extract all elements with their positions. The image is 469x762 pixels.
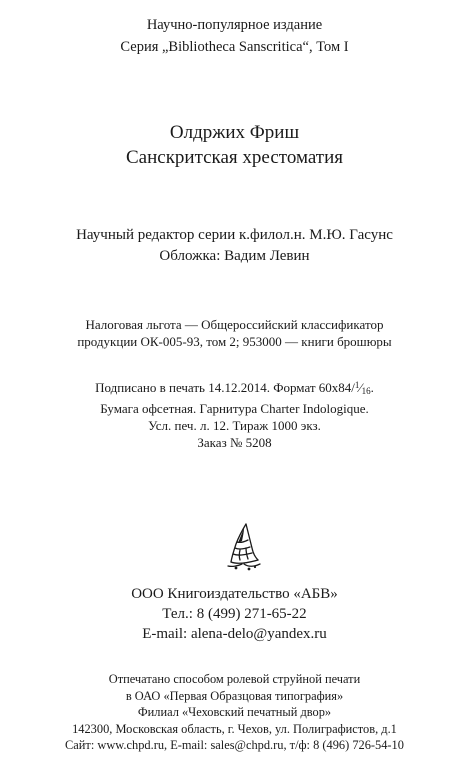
book-heading bbox=[0, 120, 469, 170]
credits-block bbox=[0, 225, 469, 267]
publisher-email: E-mail: alena-delo@yandex.ru bbox=[142, 626, 327, 642]
book-title: Санскритская хрестоматия bbox=[125, 147, 343, 168]
printer-company: в ОАО «Первая Образцовая типография» bbox=[125, 688, 344, 703]
series-name: Серия „Bibliotheca Sanscritica“, Том I bbox=[120, 39, 349, 55]
format-fraction-numerator: 1 bbox=[354, 380, 360, 390]
publisher-phone: Тел.: 8 (499) 271-65-22 bbox=[162, 606, 307, 622]
tax-line-2: продукции ОК-005-93, том 2; 953000 — книги брошюры bbox=[77, 334, 392, 349]
printer-method: Отпечатано способом ролевой струйной печати bbox=[108, 672, 361, 686]
print-date-format: Подписано в печать 14.12.2014. Формат 60x84/ bbox=[95, 380, 355, 395]
printer-branch: Филиал «Чеховский печатный двор» bbox=[137, 705, 332, 720]
publisher-name: ООО Книгоиздательство «АБВ» bbox=[131, 586, 338, 602]
paper-font-line: Бумага офсетная. Гарнитура Charter Indologique. bbox=[100, 401, 369, 416]
printer-block bbox=[0, 671, 469, 754]
edition-type: Научно-популярное издание bbox=[146, 17, 323, 33]
series-editor: Научный редактор серии к.филол.н. М.Ю. Гасунс bbox=[76, 227, 393, 243]
tax-line-1: Налоговая льгота — Общероссийский классификатор bbox=[85, 317, 384, 332]
print-info bbox=[0, 377, 469, 451]
format-fraction-denominator: 16 bbox=[361, 386, 371, 396]
publisher-logo-icon bbox=[222, 520, 264, 576]
tax-info bbox=[0, 316, 469, 350]
cover-credit: Обложка: Вадим Левин bbox=[159, 248, 310, 264]
publisher-block bbox=[0, 584, 469, 644]
order-number: Заказ № 5208 bbox=[197, 435, 272, 450]
print-format-line: Подписано в печать 14.12.2014. Формат 60x84/$^1$⁄16. bbox=[95, 380, 374, 396]
printer-contacts: Сайт: www.chpd.ru, E-mail: sales@chpd.ru, т/ф: 8 (496) 726-54-10 bbox=[65, 738, 404, 753]
printer-address: 142300, Московская область, г. Чехов, ул. Полиграфистов, д.1 bbox=[72, 721, 397, 736]
print-volume-line: Усл. печ. л. 12. Тираж 1000 экз. bbox=[148, 418, 321, 433]
print-format-suffix: . bbox=[370, 380, 374, 395]
author-name: Олдржих Фриш bbox=[169, 122, 300, 143]
series-header bbox=[0, 14, 469, 58]
